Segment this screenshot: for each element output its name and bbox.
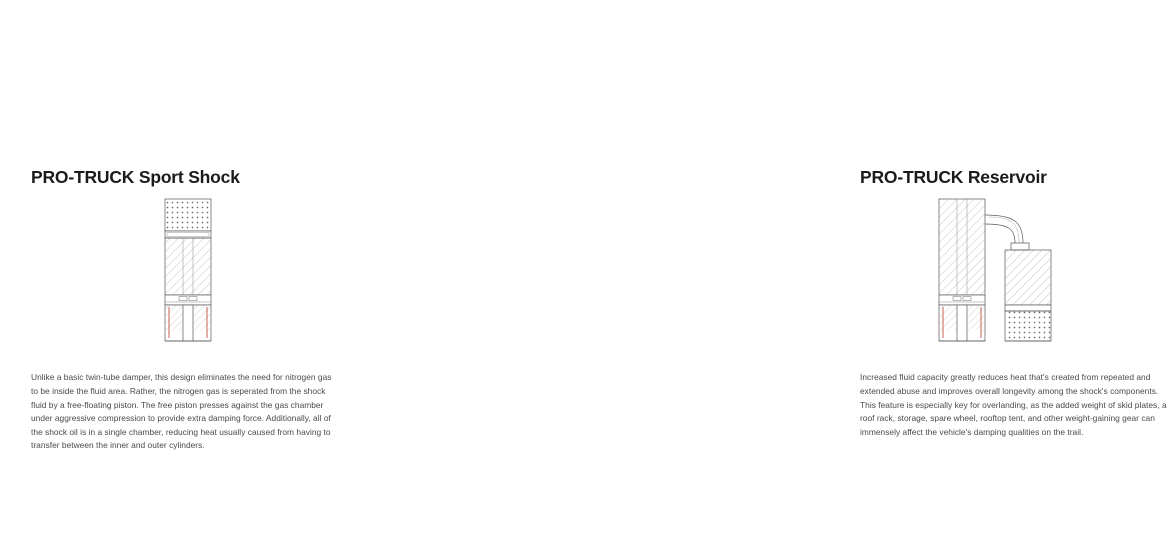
description-reservoir: Increased fluid capacity greatly reduces heat that's created from repeated and extended abuse and improves overall longevity among the shock's components. This feature is especially key for overlanding, as the added weight of skid plates, a roof rack, storage, spare wheel, rooftop tent, and other weight-gaining gear can immensely affect the vehicle's damping qualities on the trail. <box>860 372 1167 437</box>
page-title-sport-shock: PRO-TRUCK Sport Shock <box>31 166 240 187</box>
description-sport-shock: Unlike a basic twin-tube damper, this design eliminates the need for nitrogen gas to be inside the fluid area. Rather, the nitrogen gas is seperated from the shock fluid by a free-floating piston. The free piston presses against the gas chamber under aggressive compression to provide extra damping force. Additionally, all of the shock oil is in a single chamber, reducing heat usually caused from having to transfer between the inner and outer cylinders. <box>31 372 332 451</box>
reservoir-shock-cutaway-diagram <box>927 195 1102 345</box>
column-sport-shock <box>0 0 400 534</box>
sport-shock-cutaway-diagram <box>145 195 295 345</box>
page-title-reservoir: PRO-TRUCK Reservoir <box>860 166 1047 187</box>
column-reservoir-shock <box>400 0 1167 534</box>
